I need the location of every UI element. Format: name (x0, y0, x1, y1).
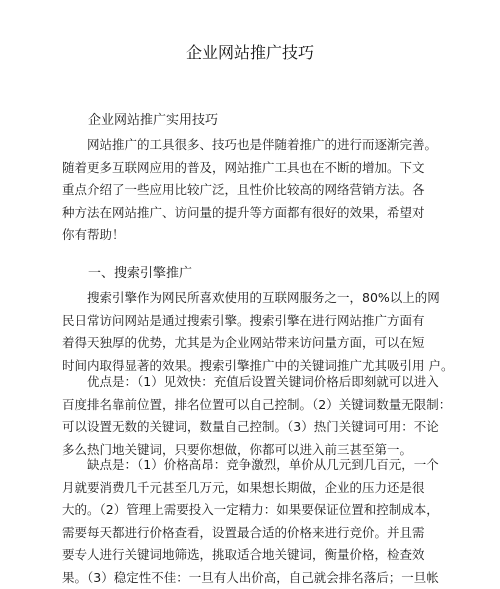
document-subtitle: 企业网站推广实用技巧 (88, 113, 219, 128)
document-title: 企业网站推广技巧 (185, 43, 314, 62)
section-heading-search-engine: 一、搜索引擎推广 (88, 266, 193, 281)
intro-paragraph: 网站推广的工具很多、技巧也是伴随着推广的进行而逐渐完善。 随着更多互联网应用的普及，网站推广工具也在不断的增加。下文 重点介绍了一些应用比较广泛，且性价比较高的网络营销方法。各 种方法在网站推广、访问量的提升等方面都有很好的效果，希望对 你有帮助！ (62, 137, 438, 242)
search-engine-paragraph: 搜索引擎作为网民所喜欢使用的互联网服务之一，80%以上的网 民日常访问网站是通过搜索引擎。搜索引擎在进行网站推广方面有 着得天独厚的优势，尤其是为企业网站带来访问量方面，可以在短 时间内取得显著的效果。搜索引擎推广中的关键词推广尤其吸引用 户。 (62, 290, 454, 373)
disadvantages-paragraph: 缺点是：（1）价格高昂：竞争激烈，单价从几元到几百元，一个 月就要消费几千元甚至几万元，如果想长期做，企业的压力还是很 大的。（2）管理上需要投入一定精力：如果要保证位置和控制成本， 需要每天都进行价格查看，设置最合适的价格来进行竞价。并且需 要专人进行关键词地筛选，挑取适合地关键词，衡量价格，检查效 果。（3）稳定性不佳：一旦有人出价高，自己就会排名落后；一旦帐 (62, 457, 439, 585)
advantages-paragraph: 优点是：（1）见效快：充值后设置关键词价格后即刻就可以进入 百度排名靠前位置，排名位置可以自己控制。（2）关键词数量无限制： 可以设置无数的关键词，数量自己控制。（3）热门关键词可用：不论 多么热门地关键词，只要你想做，你都可以进入前三甚至第一。 (62, 374, 452, 457)
